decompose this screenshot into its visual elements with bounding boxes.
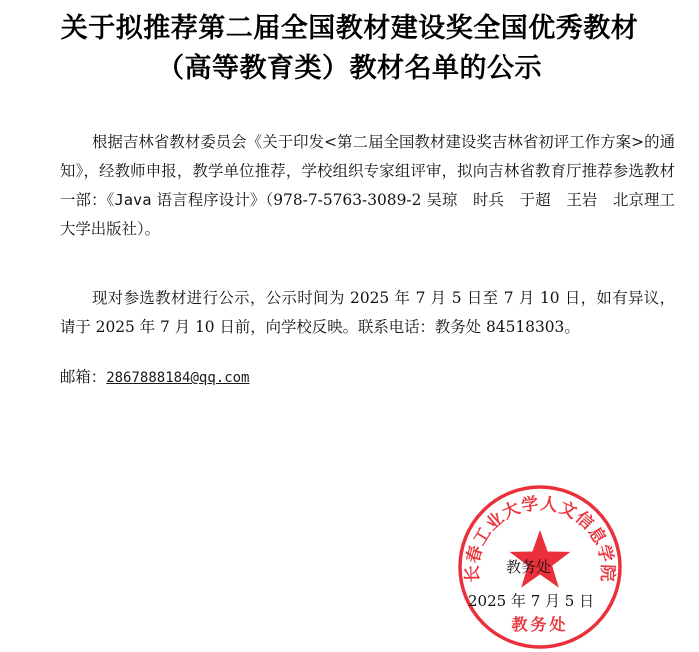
book-title-rest: 语言程序设计》（ xyxy=(151,191,274,209)
book-title-java: Java xyxy=(114,191,152,209)
email-link[interactable]: 2867888184@qq.com xyxy=(106,370,250,386)
book-isbn: 978-7-5763-3089-2 xyxy=(273,191,422,209)
signature-date: 2025 年 7 月 5 日 xyxy=(468,592,595,610)
paragraph-1-lead: 根据吉林省教材委员会《关于印发<第二届全国教材建设奖吉林省初评工作方案>的通知》，经教师申报，教学单位推荐，学校组织专家组评审，拟向吉林省教育厅推荐参选教材一部：《 xyxy=(60,133,675,209)
email-line xyxy=(60,363,249,393)
seal-ring-text: 长春工业大学人文信息学院 xyxy=(462,493,618,583)
notice-paragraph-1 xyxy=(60,128,675,244)
authors-publisher: 吴琼 时兵 于超 王岩 北京理工大学出版社）。 xyxy=(60,191,675,238)
seal-center-text: 教务处 xyxy=(511,615,569,634)
notice-title-line-2: （高等教育类）教材名单的公示 xyxy=(157,53,542,84)
email-label: 邮箱： xyxy=(60,368,107,386)
notice-title-line-1: 关于拟推荐第二届全国教材建设奖全国优秀教材 xyxy=(60,13,639,44)
signature-office: 教务处 xyxy=(506,558,552,576)
notice-paragraph-2: 现对参选教材进行公示，公示时间为 2025 年 7 月 5 日至 7 月 10 日，如有异议，请于 2025 年 7 月 10 日前，向学校反映。联系电话：教务处 84518303。 xyxy=(60,289,675,336)
